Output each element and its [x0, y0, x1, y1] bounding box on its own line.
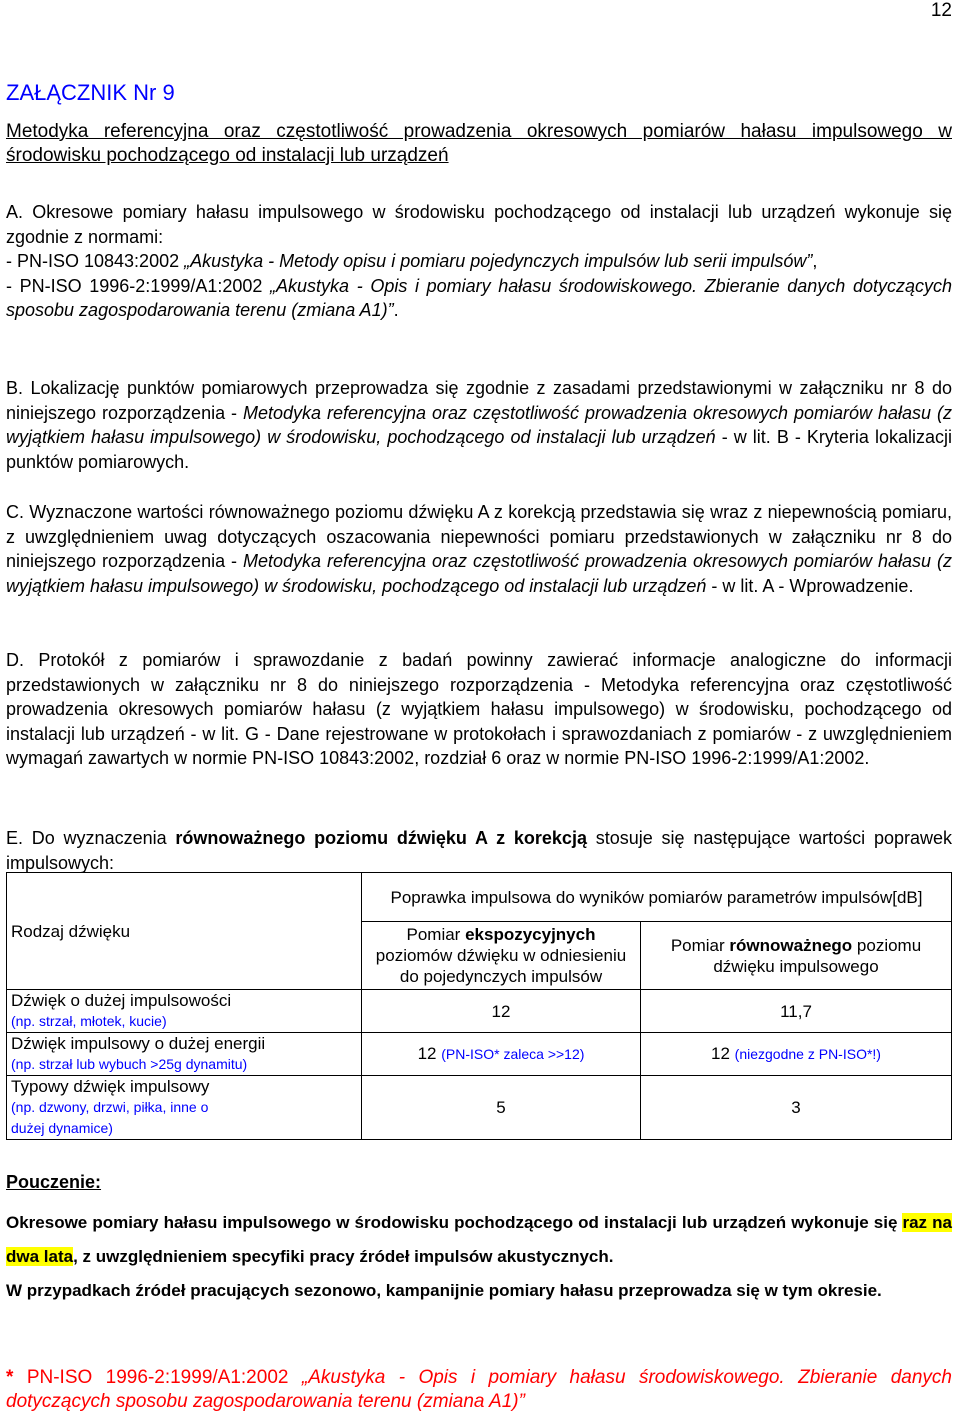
section-c-text-1: C. Wyznaczone wartości równoważnego poziomu dźwięku A z korekcją przedstawia się wraz z niepewnością pomiaru, z uwzględnieniem uwag dotyczących oszacowania niepewności pomiaru przedstawionych w załączniku nr 8 do niniejszego rozporządzenia -: [6, 502, 952, 571]
sound-type-cell: [7, 1076, 362, 1140]
annex-subtitle: Metodyka referencyjna oraz częstotliwość prowadzenia okresowych pomiarów hałasu impulsowego w środowisku pochodzącego od instalacji lub urządzeń: [6, 121, 952, 166]
item-1-suffix: ,: [812, 251, 818, 271]
exposure-header-pre: Pomiar: [406, 925, 466, 945]
section-e: [6, 826, 952, 875]
exposure-value: 5: [496, 1098, 506, 1117]
section-b-italic: Metodyka referencyjna oraz częstotliwość prowadzenia okresowych pomiarów hałasu (z wyjątkiem hałasu impulsowego) w środowisku, pochodzącego od instalacji lub urządzeń: [6, 402, 952, 447]
sound-type-label: Dźwięk o dużej impulsowości: [11, 991, 232, 1010]
section-b-text-1: B. Lokalizację punktów pomiarowych przeprowadza się zgodnie z zasadami przedstawionymi w załączniku nr 8 do niniejszego rozporządzenia -: [6, 378, 952, 423]
sound-type-label: Dźwięk impulsowy o dużej energii: [11, 1034, 266, 1053]
exposure-note: (PN-ISO* zaleca >>12): [441, 1046, 585, 1062]
sound-type-example: (np. dzwony, drzwi, piłka, inne o dużej dynamice): [11, 1099, 209, 1136]
footnote-italic: „Akustyka - Opis i pomiary hałasu środowiskowego. Zbieranie danych dotyczących sposobu zagospodarowania terenu (zmiana A1)”: [6, 1367, 952, 1412]
correction-group-header: Poprawka impulsowa do wyników pomiarów parametrów impulsów[dB]: [362, 873, 952, 922]
section-d-text: D. Protokół z pomiarów i sprawozdanie z badań powinny zawierać informacje analogiczne do informacji przedstawionych w załączniku nr 8 do niniejszego rozporządzenia - Metodyka referencyjna oraz częstotliwość prowadzenia okresowych pomiarów hałasu (z wyjątkiem hałasu impulsowego) w środowisku, pochodzącego od instalacji lub urządzeń - w lit. G - Dane rejestrowane w protokołach i sprawozdaniach z pomiarów - z uwzględnieniem wymagań zawartych w normie PN-ISO 10843:2002, rozdział 6 oraz w normie PN-ISO 1996-2:1999/A1:2002.: [6, 650, 952, 768]
section-a: [6, 200, 952, 323]
sound-type-cell: [7, 990, 362, 1033]
section-b-text-2: - w lit. B - Kryteria lokalizacji punktów pomiarowych.: [6, 427, 952, 472]
pouczenie-p1-pre: Okresowe pomiary hałasu impulsowego w środowisku pochodzącego od instalacji lub urządzeń wykonuje się: [6, 1213, 903, 1232]
section-c-text-2: - w lit. A - Wprowadzenie.: [706, 575, 914, 596]
item-2-prefix: - PN-ISO 1996-2:1999/A1:2002: [6, 275, 271, 296]
exposure-value: 12: [491, 1001, 511, 1021]
section-b: [6, 376, 952, 474]
page-number: 12: [930, 0, 952, 21]
section-a-item-2: [6, 274, 952, 323]
sound-type-example: (np. strzał lub wybuch >25g dynamitu): [11, 1056, 248, 1072]
item-2-italic: „Akustyka - Opis i pomiary hałasu środowiskowego. Zbieranie danych dotyczących sposobu zagospodarowania terenu (zmiana A1)”: [6, 275, 952, 320]
equivalent-value: 3: [791, 1098, 801, 1117]
item-1-prefix: - PN-ISO 10843:2002: [6, 251, 185, 271]
item-1-italic: „Akustyka - Metody opisu i pomiaru pojedynczych impulsów lub serii impulsów”: [184, 251, 813, 271]
sound-type-header: Rodzaj dźwięku: [7, 873, 362, 990]
annex-title: ZAŁĄCZNIK Nr 9: [6, 80, 175, 105]
exposure-value-cell: [362, 990, 641, 1033]
footnote: [6, 1366, 952, 1414]
section-e-text-1: E. Do wyznaczenia: [6, 828, 176, 848]
equivalent-header-bold: równoważnego: [729, 935, 853, 955]
pouczenie-body: [6, 1206, 952, 1308]
equivalent-header-post: poziomu dźwięku impulsowego: [713, 935, 922, 976]
equivalent-note: (niezgodne z PN-ISO*!): [734, 1046, 881, 1062]
pouczenie-title: Pouczenie:: [6, 1172, 102, 1192]
equivalent-value-cell: [641, 1076, 952, 1140]
item-2-suffix: .: [393, 300, 399, 320]
section-a-intro: A. Okresowe pomiary hałasu impulsowego w środowisku pochodzącego od instalacji lub urządzeń wykonuje się zgodnie z normami:: [6, 202, 952, 247]
exposure-value-cell: [362, 1076, 641, 1140]
table-row: [7, 1033, 952, 1076]
table-header-row: [7, 873, 952, 922]
equivalent-value: 12: [711, 1044, 730, 1063]
table-row: [7, 990, 952, 1033]
sound-type-example: (np. strzał, młotek, kucie): [11, 1013, 167, 1029]
exposure-header-post: poziomów dźwięku w odniesieniu do pojedynczych impulsów: [375, 946, 627, 987]
exposure-value: 12: [417, 1044, 437, 1063]
section-c-italic: Metodyka referencyjna oraz częstotliwość prowadzenia okresowych pomiarów hałasu (z wyjątkiem hałasu impulsowego) w środowisku, pochodzącego od instalacji lub urządzeń: [6, 551, 952, 596]
equivalent-value-cell: [641, 990, 952, 1033]
section-d: [6, 648, 952, 771]
impulse-correction-table: [6, 872, 952, 1140]
section-a-item-1: [6, 249, 952, 274]
equivalent-header: [641, 922, 952, 990]
table-row: [7, 1076, 952, 1140]
equivalent-header-pre: Pomiar: [670, 935, 730, 955]
exposure-header-bold: ekspozycyjnych: [465, 925, 596, 945]
footnote-text: PN-ISO 1996-2:1999/A1:2002: [26, 1367, 302, 1388]
equivalent-value: 11,7: [780, 1001, 812, 1021]
section-c: [6, 500, 952, 598]
section-e-text-2: stosuje się następujące wartości poprawek impulsowych:: [6, 828, 952, 873]
pouczenie-paragraph-1: [6, 1206, 952, 1274]
footnote-marker: *: [6, 1367, 27, 1388]
pouczenie-p1-post: , z uwzględnieniem specyfiki pracy źródeł impulsów akustycznych.: [73, 1247, 614, 1266]
equivalent-value-cell: [641, 1033, 952, 1076]
frequency-highlight: raz na dwa lata: [6, 1213, 952, 1266]
exposure-value-cell: [362, 1033, 641, 1076]
pouczenie-paragraph-2: W przypadkach źródeł pracujących sezonowo, kampanijnie pomiary hałasu przeprowadza się w tym okresie.: [6, 1281, 882, 1300]
sound-type-cell: [7, 1033, 362, 1076]
sound-type-label: Typowy dźwięk impulsowy: [11, 1077, 210, 1096]
exposure-header: [362, 922, 641, 990]
section-e-bold: równoważnego poziomu dźwięku A z korekcją: [175, 828, 587, 848]
